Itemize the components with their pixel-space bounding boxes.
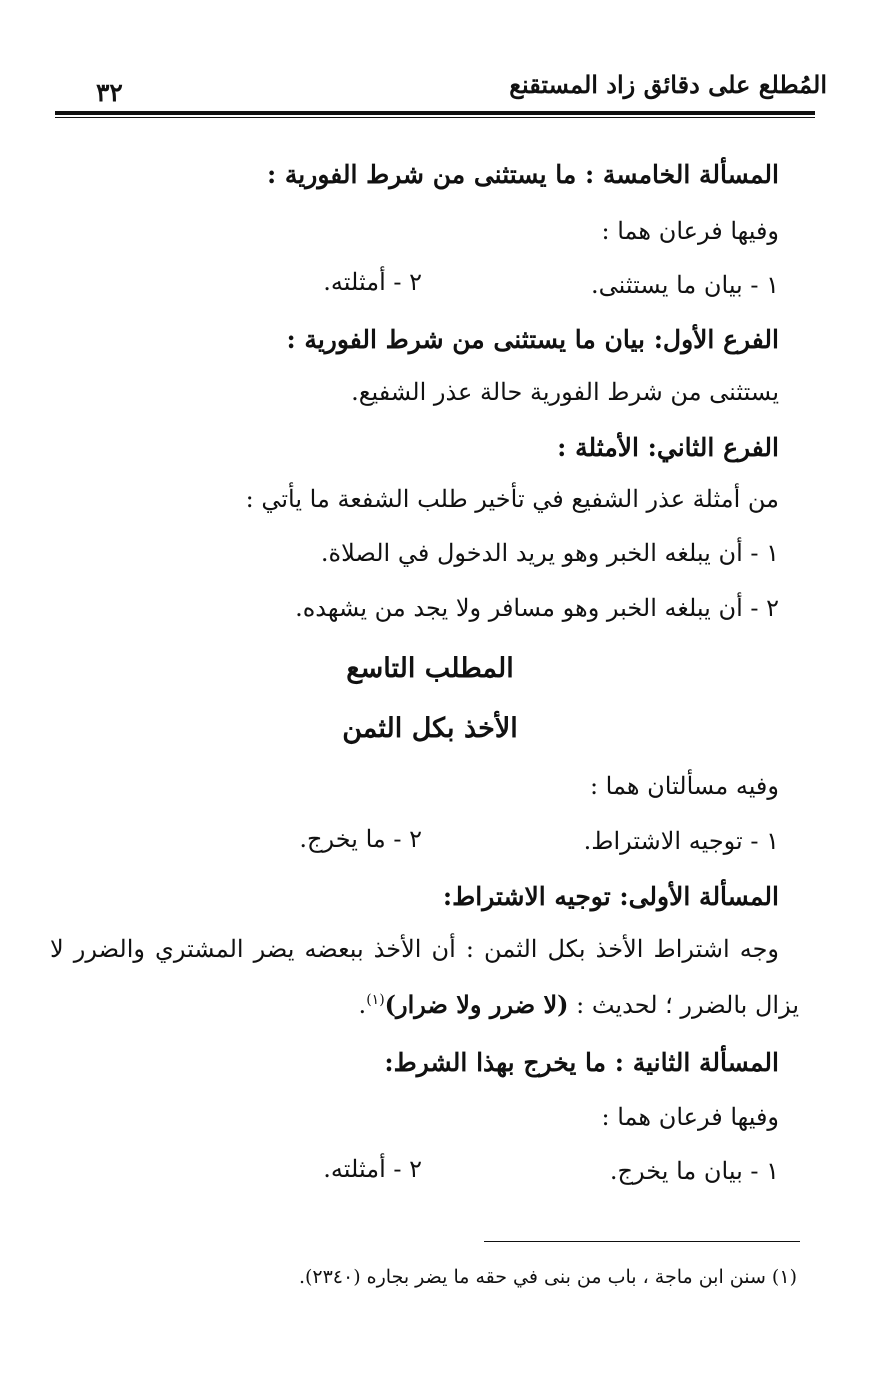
branch1-title: الفرع الأول: بيان ما يستثنى من شرط الفورية : xyxy=(286,325,779,354)
hadith-quote: (لا ضرر ولا ضرار) xyxy=(384,990,569,1019)
issue1-title: المسألة الأولى: توجيه الاشتراط: xyxy=(442,882,779,911)
footnote-1: (١) سنن ابن ماجة ، باب من بنى في حقه ما يضر بجاره (٢٣٤٠). xyxy=(298,1266,797,1288)
footnote-rule xyxy=(484,1241,800,1242)
branch2-intro: من أمثلة عذر الشفيع في تأخير طلب الشفعة ما يأتي : xyxy=(245,485,779,513)
running-title: المُطلع على دقائق زاد المستقنع xyxy=(509,70,827,99)
section-subtitle: الأخذ بكل الثمن xyxy=(342,713,518,744)
issue5-item-2: ٢ - أمثلته. xyxy=(323,268,422,296)
issue1-line-2 xyxy=(359,990,799,1019)
issue2-item-2: ٢ - أمثلته. xyxy=(323,1155,422,1183)
section-intro: وفيه مسألتان هما : xyxy=(589,772,779,800)
page-number: ٣٢ xyxy=(96,78,123,107)
branch1-text: يستثنى من شرط الفورية حالة عذر الشفيع. xyxy=(351,378,779,406)
branch2-item-2: ٢ - أن يبلغه الخبر وهو مسافر ولا يجد من يشهده. xyxy=(295,594,779,622)
section-item-1: ١ - توجيه الاشتراط. xyxy=(583,827,779,855)
issue5-intro: وفيها فرعان هما : xyxy=(601,217,779,245)
section-title: المطلب التاسع xyxy=(346,653,514,684)
issue5-title: المسألة الخامسة : ما يستثنى من شرط الفورية : xyxy=(266,160,779,189)
section-item-2: ٢ - ما يخرج. xyxy=(299,825,422,853)
issue2-intro: وفيها فرعان هما : xyxy=(601,1103,779,1131)
issue2-title: المسألة الثانية : ما يخرج بهذا الشرط: xyxy=(384,1048,779,1077)
issue1-line-1: وجه اشتراط الأخذ بكل الثمن : أن الأخذ ببعضه يضر المشتري والضرر لا xyxy=(50,935,779,963)
branch2-title: الفرع الثاني: الأمثلة : xyxy=(557,433,779,462)
branch2-item-1: ١ - أن يبلغه الخبر وهو يريد الدخول في الصلاة. xyxy=(320,539,779,567)
issue1-line-2-end: . xyxy=(358,991,367,1019)
footnote-ref[interactable]: (١) xyxy=(366,992,385,1008)
issue2-item-1: ١ - بيان ما يخرج. xyxy=(609,1157,779,1185)
header-rule-thin xyxy=(55,117,815,118)
issue1-line-2-start: يزال بالضرر ؛ لحديث : xyxy=(576,991,799,1019)
header-rule xyxy=(55,111,815,115)
issue5-item-1: ١ - بيان ما يستثنى. xyxy=(591,271,779,299)
